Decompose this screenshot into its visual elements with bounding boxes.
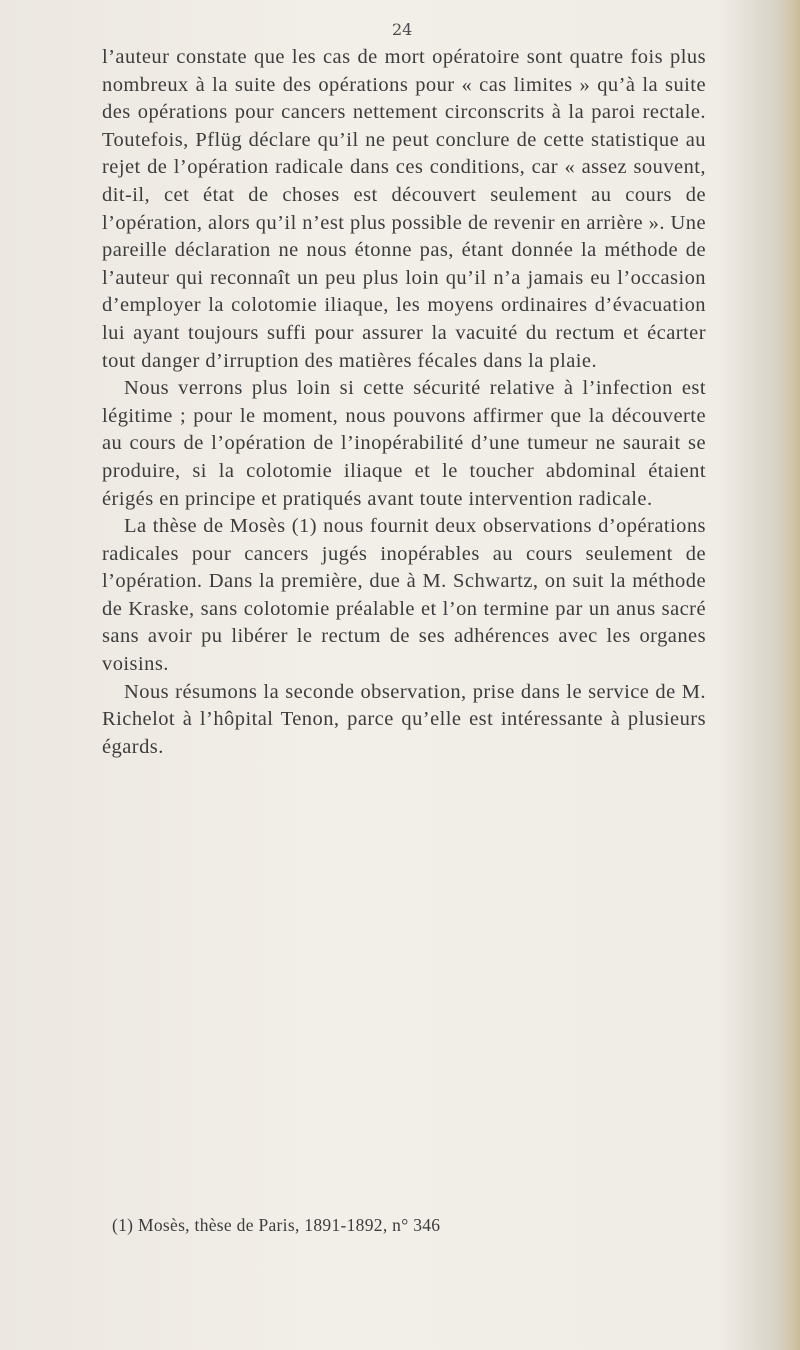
paragraph-4: Nous résumons la seconde observation, prise dans le service de M. Richelot à l’hôpital Tenon, parce qu’elle est intéressante à plusieurs égards. xyxy=(102,680,706,758)
footnote: (1) Mosès, thèse de Paris, 1891-1892, n° 346 xyxy=(112,1215,441,1235)
body-text xyxy=(102,44,706,761)
paragraph-2: Nous verrons plus loin si cette sécurité relative à l’infection est légitime ; pour le moment, nous pouvons affirmer que la découverte au cours de l’opération de l’inopérabilité d’une tumeur ne saurait se produire, si la colotomie iliaque et le toucher abdominal étaient érigés en principe et pratiqués avant toute intervention radicale. xyxy=(102,377,706,510)
page-edge xyxy=(778,0,800,1350)
paragraph-3: La thèse de Mosès (1) nous fournit deux observations d’opérations radicales pour cancers jugés inopérables au cours seulement de l’opération. Dans la première, due à M. Schwartz, on suit la méthode de Kraske, sans colotomie préalable et l’on termine par un anus sacré sans avoir pu libérer le rectum de ses adhérences avec les organes voisins. xyxy=(102,515,706,676)
paragraph-1: l’auteur constate que les cas de mort opératoire sont quatre fois plus nombreux à la suite des opérations pour « cas limites » qu’à la suite des opérations pour cancers nettement circonscrits à la paroi rectale. Toutefois, Pflüg déclare qu’il ne peut conclure de cette statistique au rejet de l’opération radicale dans ces conditions, car « assez souvent, dit-il, cet état de choses est découvert seulement au cours de l’opération, alors qu’il n’est plus possible de revenir en arrière ». Une pareille déclaration ne nous étonne pas, étant donnée la méthode de l’auteur qui reconnaît un peu plus loin qu’il n’a jamais eu l’occasion d’employer la colotomie iliaque, les moyens ordinaires d’évacuation lui ayant toujours suffi pour assurer la vacuité du rectum et écarter tout danger d’irruption des matières fécales dans la plaie. xyxy=(102,46,706,372)
page-number: 24 xyxy=(392,20,413,39)
